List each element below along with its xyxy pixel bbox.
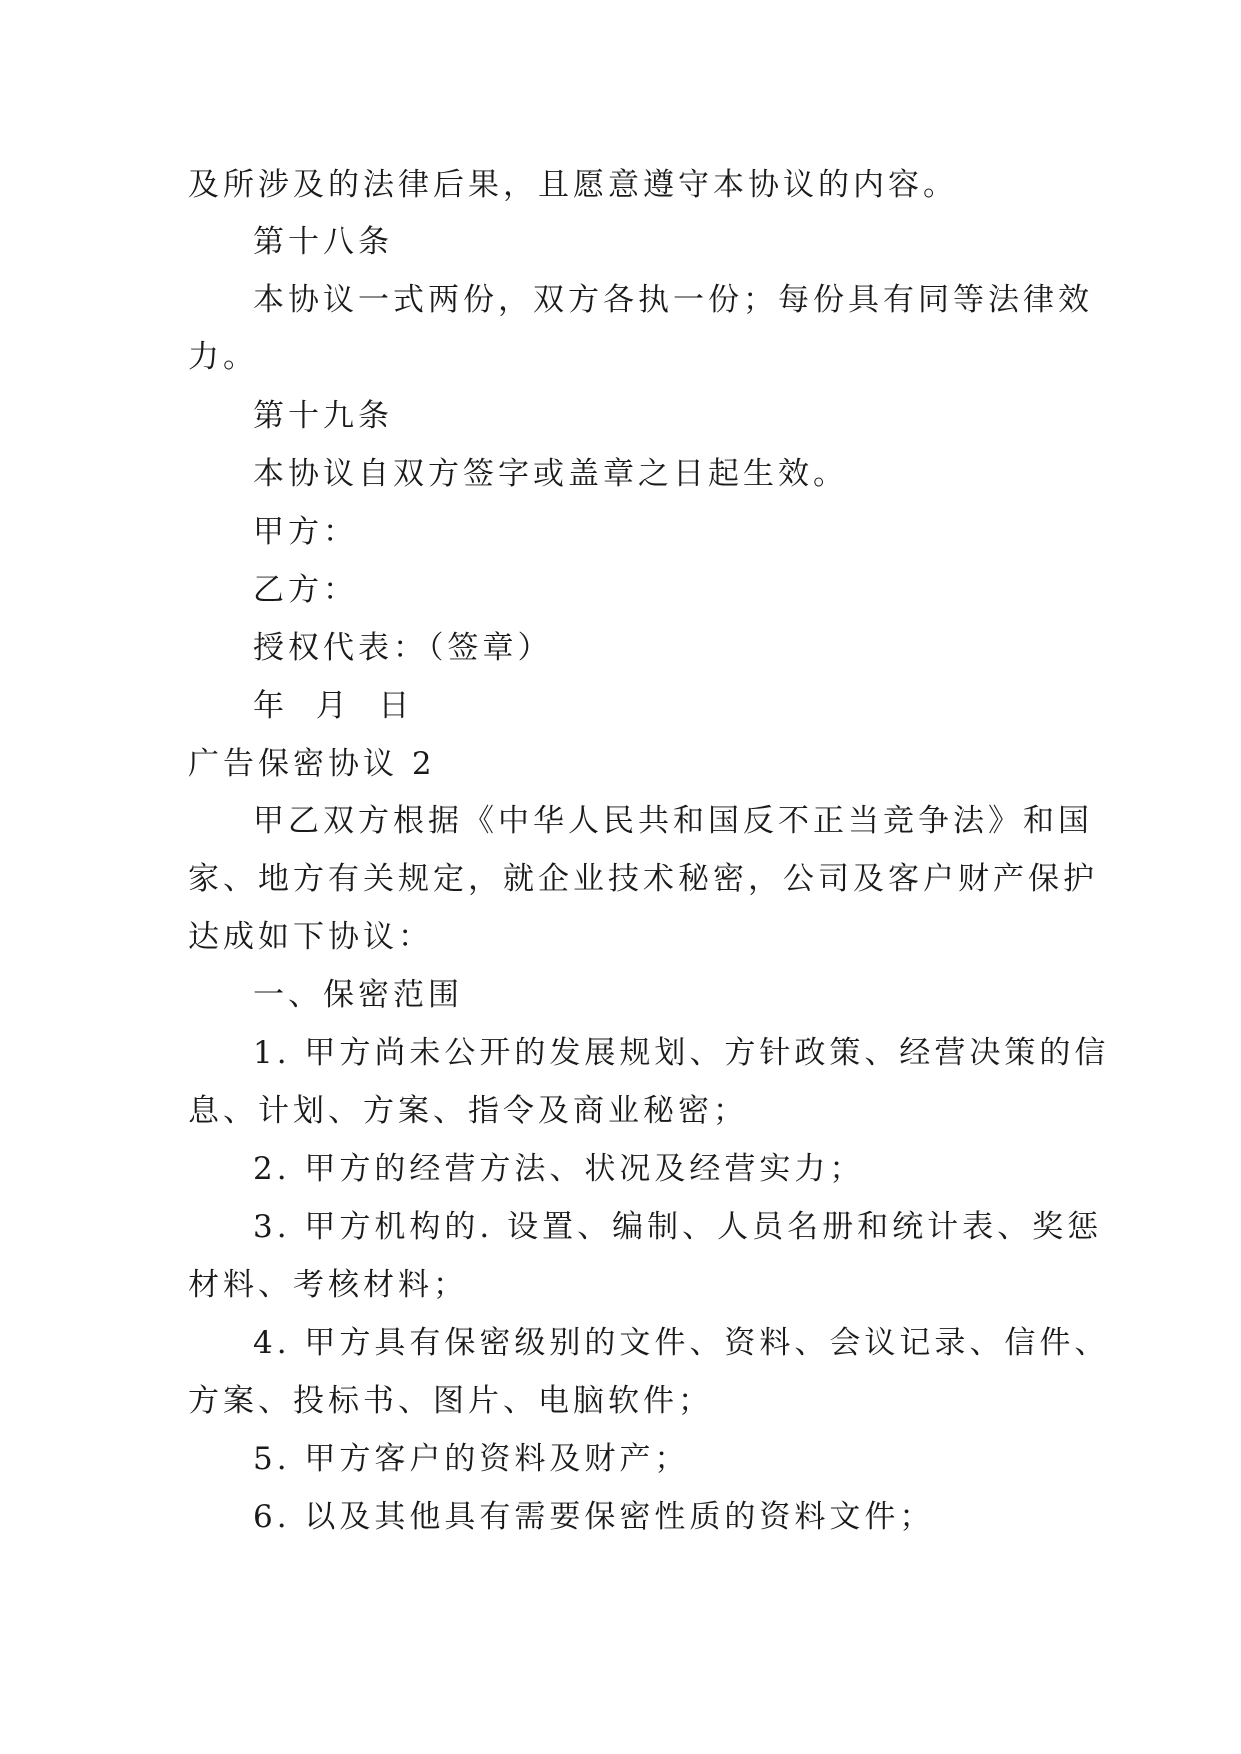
date-line: 年 月 日 <box>253 688 414 724</box>
list-item-continuation: 材料、考核材料； <box>188 1267 468 1303</box>
list-item: 1. 甲方尚未公开的发展规划、方针政策、经营决策的信 <box>253 1035 1110 1071</box>
article-heading: 第十九条 <box>253 398 393 434</box>
text-line: 本协议一式两份，双方各执一份；每份具有同等法律效 <box>253 282 1093 318</box>
list-item-continuation: 方案、投标书、图片、电脑软件； <box>188 1383 713 1419</box>
text-line: 及所涉及的法律后果，且愿意遵守本协议的内容。 <box>188 167 958 203</box>
party-b-label: 乙方： <box>253 572 358 608</box>
section-title: 广告保密协议 2 <box>188 746 436 782</box>
text-line: 家、地方有关规定，就企业技术秘密，公司及客户财产保护 <box>188 861 1098 897</box>
text-line: 本协议自双方签字或盖章之日起生效。 <box>253 456 848 492</box>
list-item: 2. 甲方的经营方法、状况及经营实力； <box>253 1151 865 1187</box>
article-heading: 第十八条 <box>253 224 393 260</box>
authorized-rep-label: 授权代表：（签章） <box>253 630 553 666</box>
list-item: 3. 甲方机构的. 设置、编制、人员名册和统计表、奖惩 <box>253 1209 1103 1245</box>
party-a-label: 甲方： <box>253 514 358 550</box>
text-line: 达成如下协议： <box>188 919 433 955</box>
subsection-heading: 一、保密范围 <box>253 977 463 1013</box>
list-item-continuation: 息、计划、方案、指令及商业秘密； <box>188 1093 748 1129</box>
text-line: 甲乙双方根据《中华人民共和国反不正当竞争法》和国 <box>253 803 1093 839</box>
list-item: 4. 甲方具有保密级别的文件、资料、会议记录、信件、 <box>253 1325 1110 1361</box>
list-item: 5. 甲方客户的资料及财产； <box>253 1441 690 1477</box>
text-line: 力。 <box>188 339 258 375</box>
list-item: 6. 以及其他具有需要保密性质的资料文件； <box>253 1499 935 1535</box>
